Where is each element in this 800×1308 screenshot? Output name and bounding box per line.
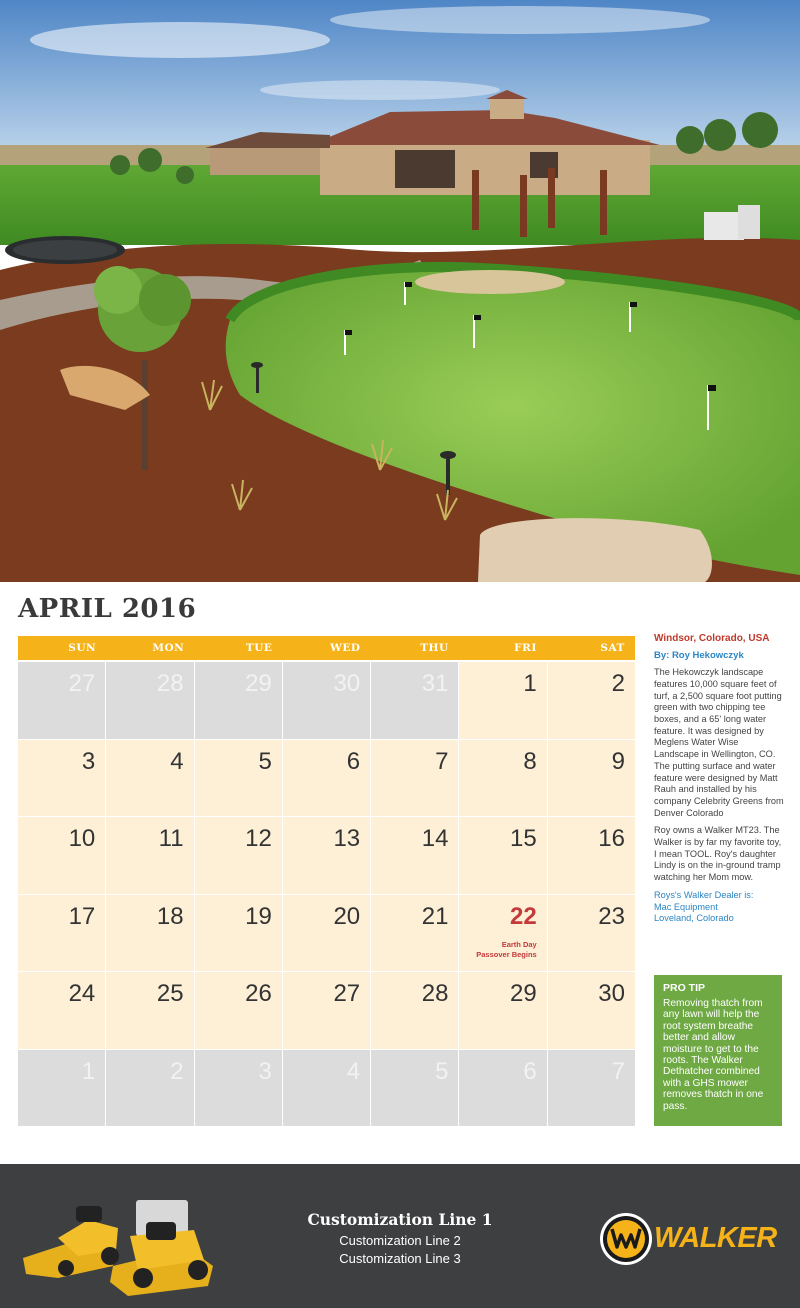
day-cell-other-month (195, 1050, 282, 1127)
day-cell (548, 895, 635, 972)
day-cell (459, 972, 546, 1049)
day-number: 10 (68, 825, 96, 852)
weekday-tue: TUE (245, 642, 273, 654)
day-number: 29 (245, 670, 272, 697)
day-number: 1 (523, 670, 537, 697)
weekday-sat: SAT (600, 642, 625, 654)
day-number: 12 (245, 825, 272, 852)
day-cell (283, 740, 370, 817)
calendar-grid (18, 636, 635, 1126)
day-number: 2 (170, 1057, 184, 1085)
day-number: 27 (68, 670, 96, 697)
day-cell-other-month (371, 662, 458, 739)
day-cell (459, 895, 546, 972)
walker-wordmark: WALKER (654, 1222, 777, 1254)
day-number: 1 (81, 1057, 96, 1085)
day-number: 6 (523, 1057, 537, 1085)
dealer-name: Mac Equipment (654, 901, 718, 912)
story-sidebar (654, 633, 784, 925)
day-cell (195, 972, 282, 1049)
day-cell (548, 972, 635, 1049)
day-cell (371, 972, 458, 1049)
day-number: 24 (68, 980, 96, 1007)
day-number: 28 (156, 670, 184, 697)
day-cell-other-month (18, 1050, 105, 1127)
day-number: 6 (346, 747, 361, 775)
day-cell (106, 895, 193, 972)
day-number: 2 (611, 670, 625, 697)
day-number: 20 (333, 902, 361, 930)
day-number: 30 (333, 670, 361, 697)
day-number: 21 (421, 902, 449, 930)
day-cell (548, 740, 635, 817)
dealer-location: Loveland, Colorado (654, 913, 734, 924)
walker-emblem-icon (598, 1211, 654, 1267)
story-location: Windsor, Colorado, USA (654, 633, 770, 644)
day-number: 3 (81, 747, 96, 775)
day-cell (18, 740, 105, 817)
day-cell (195, 740, 282, 817)
day-number: 19 (245, 902, 272, 930)
day-number: 30 (598, 980, 625, 1007)
day-number: 27 (333, 980, 361, 1007)
story-paragraph-1: The Hekowczyk landscape features 10,000 square feet of turf, a 2,500 square foot putting green with two chipping tee boxes, and a 65' long water feature. It was designed by Meglens Water Wise Landscape in Wellington, CO. The putting surface and water feature were designed by Matt Rauh and installed by his company Celebrity Greens from Denver Colorado (654, 667, 784, 818)
day-number: 8 (523, 747, 537, 775)
day-number: 15 (510, 825, 537, 852)
footer-bar (0, 1164, 800, 1308)
day-cell-other-month (283, 662, 370, 739)
calendar-days (18, 660, 635, 1126)
day-cell-other-month (548, 1050, 635, 1127)
day-cell (18, 817, 105, 894)
holiday-label: Passover Begins (476, 949, 537, 959)
dealer-info (654, 890, 784, 925)
day-cell (371, 740, 458, 817)
weekday-thu: THU (420, 642, 449, 654)
day-number: 26 (245, 980, 272, 1007)
day-number: 11 (158, 825, 184, 852)
hero-photo (0, 0, 800, 582)
day-number: 28 (421, 980, 449, 1007)
day-number: 7 (611, 1057, 625, 1085)
day-cell (283, 895, 370, 972)
month-title: APRIL 2016 (18, 594, 197, 624)
day-number: 4 (170, 747, 184, 775)
day-number: 31 (421, 670, 449, 697)
day-number: 7 (435, 747, 449, 775)
day-number: 18 (156, 902, 184, 930)
day-cell (106, 972, 193, 1049)
day-cell-other-month (283, 1050, 370, 1127)
pro-tip-box (654, 975, 782, 1126)
day-number: 5 (258, 747, 272, 775)
day-cell (106, 740, 193, 817)
day-cell (18, 895, 105, 972)
day-cell (106, 817, 193, 894)
day-cell-other-month (371, 1050, 458, 1127)
day-cell-other-month (195, 662, 282, 739)
day-number: 17 (68, 902, 96, 930)
day-cell (371, 895, 458, 972)
day-number: 13 (333, 825, 361, 852)
backyard-putting-green-photo (0, 0, 800, 582)
pro-tip-title: PRO TIP (663, 982, 706, 994)
day-events (476, 940, 536, 959)
day-cell-other-month (18, 662, 105, 739)
day-number: 3 (258, 1057, 272, 1085)
story-paragraph-2: Roy owns a Walker MT23. The Walker is by far my favorite toy, I mean TOOL. Roy's daughter Lindy is on the in-ground tramp watching her Mom mow. (654, 825, 782, 883)
day-number: 16 (598, 825, 625, 852)
weekday-sun: SUN (68, 642, 97, 654)
walker-mowers-image (18, 1178, 218, 1298)
day-cell (18, 972, 105, 1049)
day-number: 5 (435, 1057, 449, 1085)
day-cell (195, 895, 282, 972)
customization-line-1: Customization Line 1 (307, 1210, 493, 1229)
pro-tip-text: Removing thatch from any lawn will help the root system breathe better and allow moisture to get to the roots. The Walker Dethatcher combined with a GHS mower removes thatch in one pass. (663, 998, 764, 1112)
day-number: 29 (510, 980, 537, 1007)
day-cell (459, 740, 546, 817)
story-byline: By: Roy Hekowczyk (654, 649, 744, 661)
weekday-fri: FRI (514, 642, 537, 654)
day-number: 22 (510, 902, 537, 930)
weekday-mon: MON (152, 642, 185, 654)
day-cell-other-month (459, 1050, 546, 1127)
dealer-label: Roys's Walker Dealer is: (654, 889, 754, 900)
holiday-label: Earth Day (501, 940, 537, 949)
day-cell (371, 817, 458, 894)
weekday-header (18, 636, 635, 660)
day-cell (459, 817, 546, 894)
day-number: 9 (611, 747, 625, 775)
day-number: 4 (346, 1057, 361, 1085)
day-cell-other-month (106, 1050, 193, 1127)
day-cell (195, 817, 282, 894)
weekday-wed: WED (330, 642, 361, 654)
day-cell (548, 662, 635, 739)
day-cell (548, 817, 635, 894)
customization-line-2: Customization Line 2 (339, 1233, 461, 1248)
customization-line-3: Customization Line 3 (339, 1251, 461, 1266)
day-number: 14 (421, 825, 449, 852)
day-cell (283, 817, 370, 894)
day-number: 23 (598, 902, 625, 930)
walker-logo (598, 1211, 784, 1267)
customization-block (270, 1210, 530, 1268)
day-cell (459, 662, 546, 739)
day-number: 25 (156, 980, 184, 1007)
day-cell (283, 972, 370, 1049)
day-cell-other-month (106, 662, 193, 739)
